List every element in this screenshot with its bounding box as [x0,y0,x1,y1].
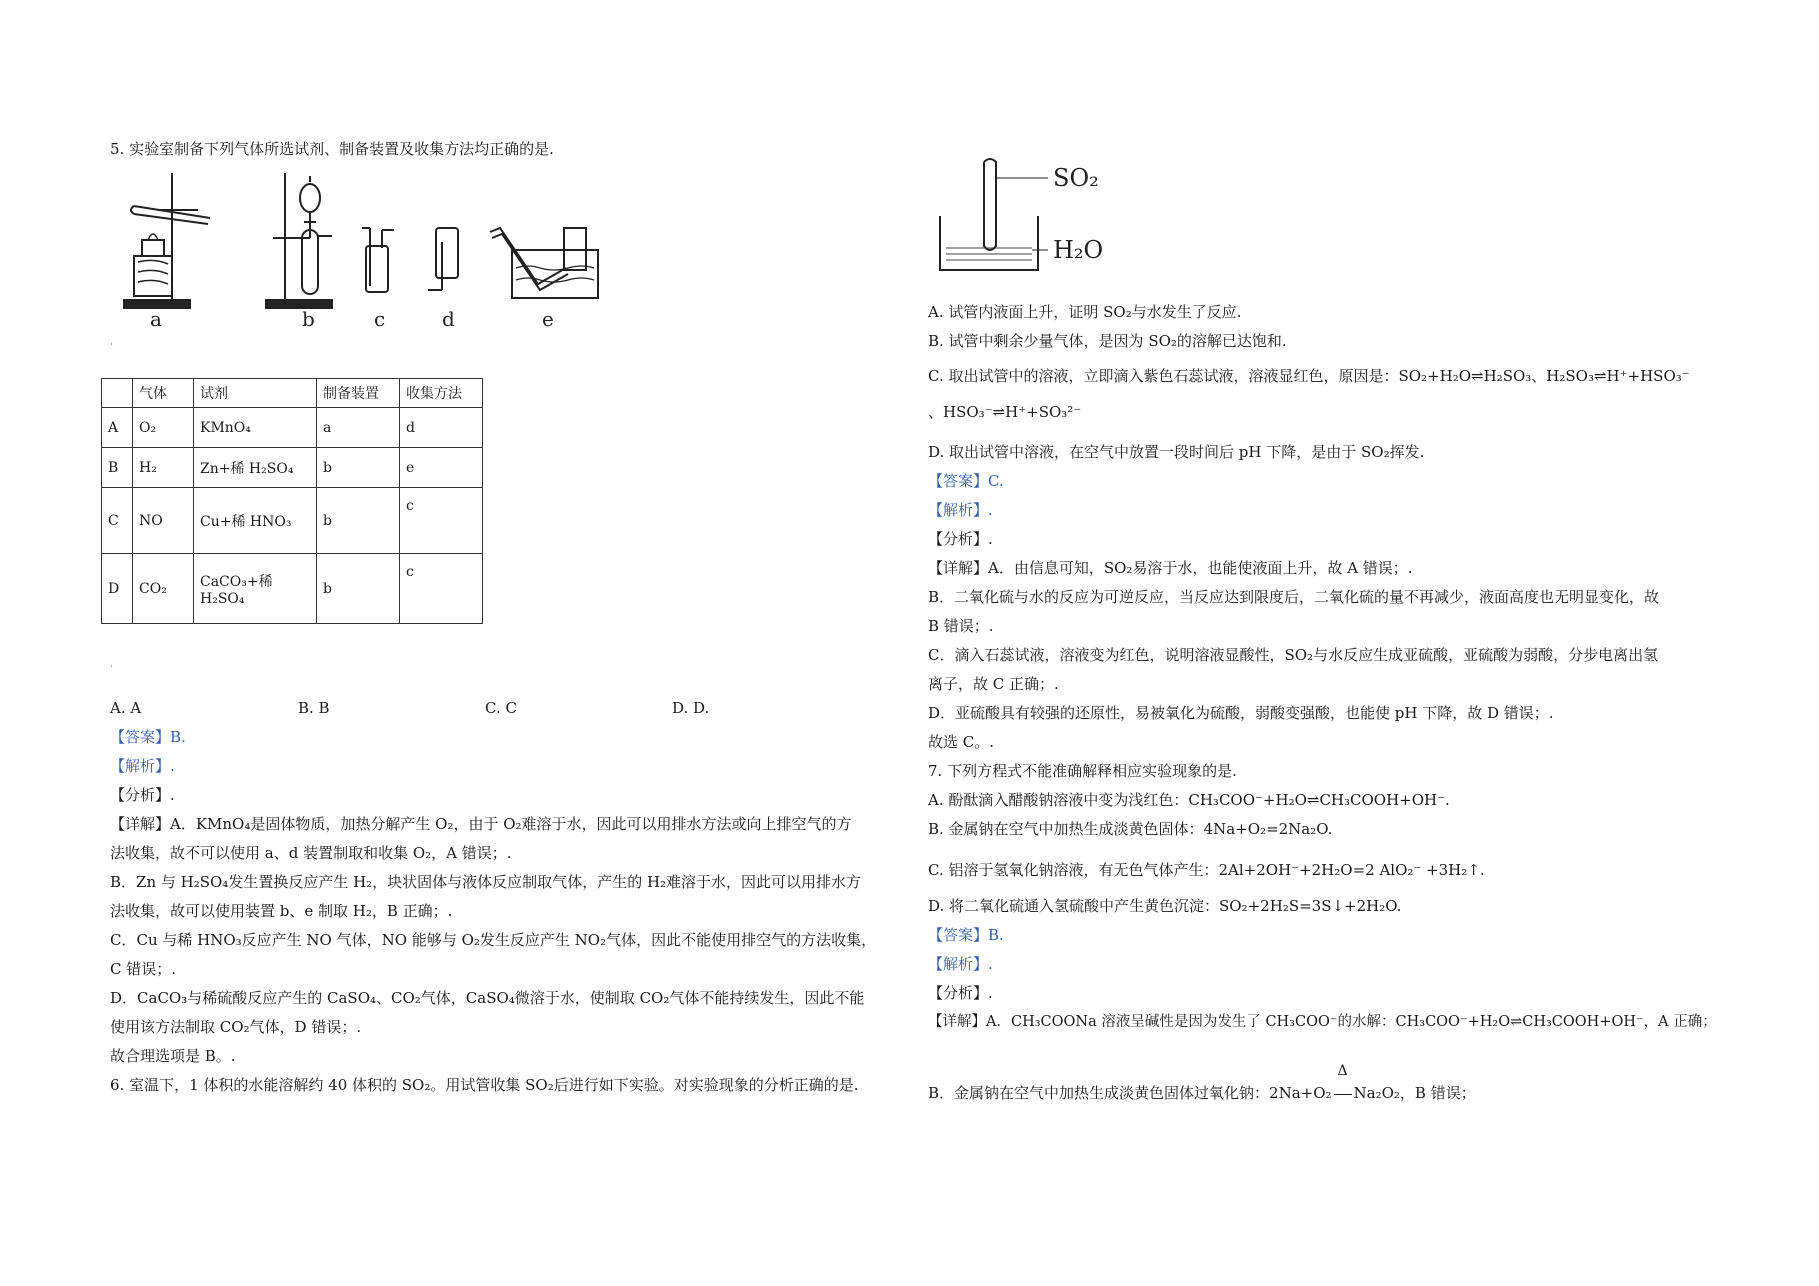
q5-detail-line: 故合理选项是 B。. [110,1047,236,1065]
q5-detail-line: B．Zn 与 H₂SO₄发生置换反应产生 H₂，块状固体与液体反应制取气体，产生的 H₂难溶于水，因此可以用排水方 [110,873,862,891]
table-cell: O₂ [133,408,194,448]
q6-detail-line: 离子，故 C 正确；. [928,675,1059,693]
table-cell: d [400,408,483,448]
table-cell: b [317,554,400,624]
q6-option-d: D. 取出试管中溶液，在空气中放置一段时间后 pH 下降，是由于 SO₂挥发. [928,443,1425,461]
q7-option-d: D. 将二氧化硫通入氢硫酸中产生黄色沉淀：SO₂+2H₂S=3S↓+2H₂O. [928,897,1402,915]
table-cell: NO [133,488,194,554]
table-row [102,554,483,624]
q6-detail-line: B．二氧化硫与水的反应为可逆反应，当反应达到限度后，二氧化硫的量不再减少，液面高度也无明显变化，故 [928,588,1660,606]
q6-option-c-line1: C. 取出试管中的溶液，立即滴入紫色石蕊试液，溶液显红色，原因是：SO₂+H₂O⇌H₂SO₃、H₂SO₃⇌H⁺+HSO₃⁻ [928,367,1690,385]
q5-jiexi: 【解析】. [110,757,175,775]
q5-detail-line: 法收集，故可以使用装置 b、e 制取 H₂，B 正确；. [110,902,453,920]
apparatus-d [428,228,458,290]
q6-detail-line: D．亚硫酸具有较强的还原性，易被氧化为硫酸，弱酸变强酸，也能使 pH 下降，故 D 错误；. [928,704,1554,722]
apparatus-a [124,173,210,308]
heat-condition-symbol: Δ [1337,1063,1348,1079]
q7-detail-line: 【详解】A．CH₃COONa 溶液呈碱性是因为发生了 CH₃COO⁻的水解：CH₃COO⁻+H₂O⇌CH₃COOH+OH⁻，A 正确； [928,1014,1717,1030]
q7-title: 7. 下列方程式不能准确解释相应实验现象的是. [928,762,1237,780]
table-cell: C [102,488,133,554]
apparatus-label-c: c [374,307,386,331]
table-cell: D [102,554,133,624]
q6-option-a: A. 试管内液面上升，证明 SO₂与水发生了反应. [928,303,1242,321]
table-header: 收集方法 [400,379,483,408]
q5-option-c: C. C [485,699,517,717]
table-header: 制备装置 [317,379,400,408]
table-cell: Zn+稀 H₂SO₄ [194,448,317,488]
q6-answer: 【答案】C. [928,472,1004,490]
q7-fenxi: 【分析】. [928,984,993,1002]
q5-detail-line: 【详解】A．KMnO₄是固体物质，加热分解产生 O₂，由于 O₂难溶于水，因此可以用排水方法或向上排空气的方 [110,815,852,833]
q5-detail-line: 使用该方法制取 CO₂气体，D 错误；. [110,1018,362,1036]
q6-jiexi: 【解析】. [928,501,993,519]
fig-h2o-label: H₂O [1053,236,1104,264]
table-cell: B [102,448,133,488]
table-cell: a [317,408,400,448]
q5-fenxi: 【分析】. [110,786,175,804]
apparatus-label-e: e [542,307,554,331]
q5-detail-line: C．Cu 与稀 HNO₃反应产生 NO 气体，NO 能够与 O₂发生反应产生 NO₂气体，因此不能使用排空气的方法收集， [110,931,877,949]
q6-title: 6. 室温下，1 体积的水能溶解约 40 体积的 SO₂。用试管收集 SO₂后进行如下实验。对实验现象的分析正确的是. [110,1076,859,1094]
table-header-row [102,379,483,408]
q6-detail-line: 【详解】A．由信息可知，SO₂易溶于水，也能使液面上升，故 A 错误；. [928,559,1413,577]
table-cell: KMnO₄ [194,408,317,448]
table-cell: CO₂ [133,554,194,624]
q5-option-a: A. A [110,699,142,717]
q6-option-c-line2: 、HSO₃⁻⇌H⁺+SO₃²⁻ [928,403,1082,421]
q7-option-c: C. 铝溶于氢氧化钠溶液，有无色气体产生：2Al+2OH⁻+2H₂O=2 AlO₂⁻ +3H₂↑. [928,861,1485,879]
heat-condition [1332,1063,1354,1103]
q6-fenxi: 【分析】. [928,530,993,548]
q5-title: 5. 实验室制备下列气体所选试剂、制备装置及收集方法均正确的是. [110,140,554,158]
table-cell: H₂ [133,448,194,488]
table-cell: A [102,408,133,448]
paragraph-mark: ' [110,342,113,353]
q6-detail-line: C．滴入石蕊试液，溶液变为红色，说明溶液显酸性，SO₂与水反应生成亚硫酸，亚硫酸为弱酸，分步电离出氢 [928,646,1659,664]
q7-option-b: B. 金属钠在空气中加热生成淡黄色固体：4Na+O₂=2Na₂O. [928,820,1333,838]
apparatus-label-b: b [302,307,315,331]
apparatus-c [362,228,394,292]
table-cell: c [400,488,483,554]
apparatus-label-a: a [150,307,162,331]
q6-detail-line: B 错误；. [928,617,994,635]
q6-option-b: B. 试管中剩余少量气体，是因为 SO₂的溶解已达饱和. [928,332,1287,350]
table-cell: e [400,448,483,488]
table-header: 气体 [133,379,194,408]
q5-detail-line: 法收集，故不可以使用 a、d 装置制取和收集 O₂，A 错误；. [110,844,512,862]
q7-detail-b-pre: B．金属钠在空气中加热生成淡黄色固体过氧化钠：2Na+O₂ [928,1084,1332,1102]
q5-detail-line: D．CaCO₃与稀硫酸反应产生的 CaSO₄、CO₂气体，CaSO₄微溶于水，使制取 CO₂气体不能持续发生，因此不能 [110,989,865,1007]
q6-so2-figure [938,150,1148,290]
q5-apparatus-figure [118,168,658,338]
q7-jiexi: 【解析】. [928,955,993,973]
q7-detail-b-post: Na₂O₂，B 错误； [1353,1084,1476,1102]
table-cell: b [317,448,400,488]
fig-so2-label: SO₂ [1053,164,1099,192]
q7-answer: 【答案】B. [928,926,1004,944]
q6-detail-line: 故选 C。. [928,733,995,751]
q5-answer: 【答案】B. [110,728,186,746]
table-cell: Cu+稀 HNO₃ [194,488,317,554]
paragraph-mark: ' [110,664,113,675]
table-row [102,488,483,554]
table-row [102,448,483,488]
apparatus-b [266,173,332,308]
q5-detail-line: C 错误；. [110,960,177,978]
q7-detail-b-line [928,1063,1476,1103]
table-cell: c [400,554,483,624]
table-header [102,379,133,408]
q5-option-d: D. D. [672,699,710,717]
q7-option-a: A. 酚酞滴入醋酸钠溶液中变为浅红色：CH₃COO⁻+H₂O⇌CH₃COOH+OH⁻. [928,791,1450,809]
q5-table [101,378,483,624]
q5-option-b: B. B [298,699,330,717]
apparatus-label-d: d [442,307,455,331]
table-cell: CaCO₃+稀 H₂SO₄ [194,554,317,624]
table-cell: b [317,488,400,554]
apparatus-e [490,228,598,298]
table-row [102,408,483,448]
table-header: 试剂 [194,379,317,408]
